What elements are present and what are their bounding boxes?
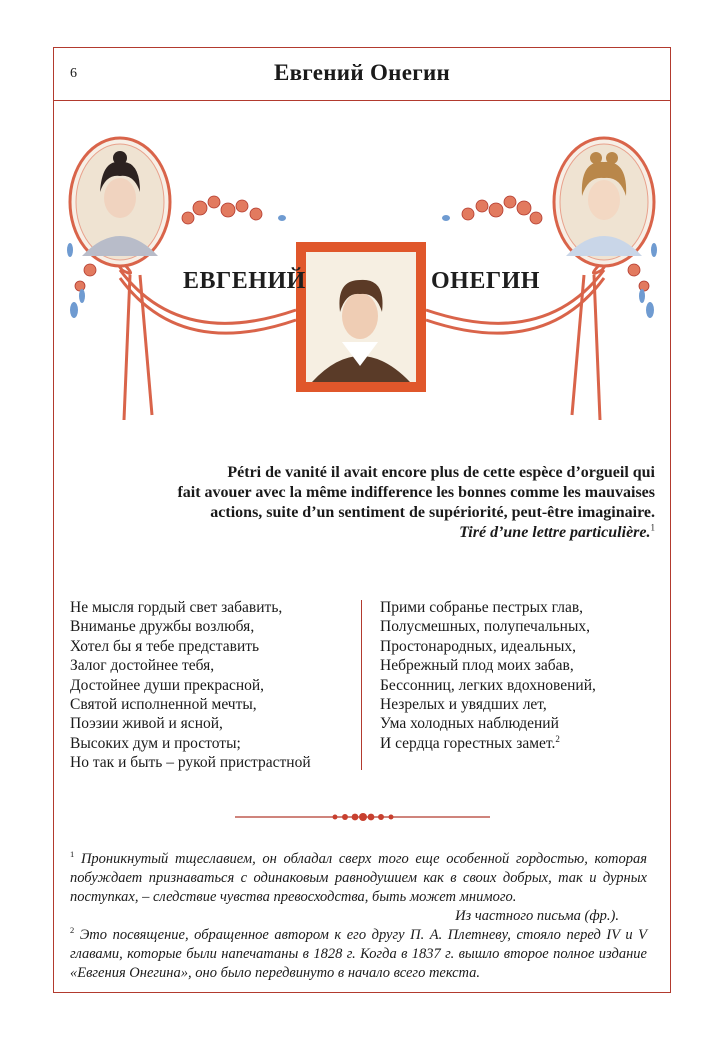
- verse-line: Бессонниц, легких вдохновений,: [380, 676, 596, 694]
- portrait-left-oval: [70, 138, 170, 266]
- verse-line: Вниманье дружбы возлюбя,: [70, 618, 255, 636]
- footnote-1-source: Из частного письма (фр.).: [455, 908, 619, 924]
- verse-line: Небрежный плод моих забав,: [380, 657, 574, 675]
- verse-line: Хотел бы я тебе представить: [70, 637, 260, 655]
- verse-line: Высоких дум и простоты;: [70, 734, 241, 752]
- verse-line: Достойнее души прекрасной,: [70, 676, 265, 694]
- portrait-right-oval: [554, 138, 654, 266]
- verse-line: Не мысля гордый свет забавить,: [70, 599, 283, 616]
- verse-line-last: [380, 734, 596, 753]
- verse-line: Прими собранье пестрых глав,: [380, 599, 584, 616]
- epigraph-line: fait avouer avec la même indifference les bonnes comme les mauvaises: [177, 484, 655, 501]
- portrait-center-frame: [296, 242, 426, 392]
- verse-line: Полусмешных, полупечальных,: [380, 618, 590, 636]
- verse-line: Святой исполненной мечты,: [70, 696, 257, 714]
- verse-line-text: И сердца горестных замет.: [380, 734, 556, 752]
- epigraph: [135, 463, 655, 543]
- verse-line: Ума холодных наблюдений: [380, 715, 559, 733]
- footnote-1: [70, 850, 647, 907]
- footnote-ref-1[interactable]: 1: [650, 522, 655, 533]
- verse-line: Залог достойнее тебя,: [70, 657, 215, 675]
- footnote-2: [70, 926, 647, 983]
- footnote-marker: 2: [70, 925, 75, 936]
- footnote-ref-2[interactable]: 2: [555, 733, 560, 744]
- verse-line: Но так и быть – рукой пристрастной: [70, 754, 311, 772]
- verse-divider: [361, 600, 362, 770]
- running-title: Евгений Онегин: [273, 60, 451, 85]
- epigraph-source: Tiré d’une lettre particulière.: [459, 524, 651, 541]
- epigraph-source-line: [135, 523, 655, 543]
- footnote-marker: 1: [70, 849, 75, 860]
- illustration-title-left: ЕВГЕНИЙ: [183, 268, 306, 294]
- verse-line: Поэзии живой и ясной,: [70, 715, 223, 733]
- ornamental-divider: [235, 810, 490, 824]
- verse-column-right: [380, 598, 596, 753]
- verse-line: Незрелых и увядших лет,: [380, 696, 547, 714]
- page-number: 6: [70, 66, 77, 81]
- header-rule: [53, 100, 671, 101]
- epigraph-line: actions, suite d’un sentiment de supériorité, peut-être imaginaire.: [210, 504, 655, 521]
- verse-line: Простонародных, идеальных,: [380, 637, 577, 655]
- epigraph-line: Pétri de vanité il avait encore plus de cette espèce d’orgueil qui: [227, 464, 655, 481]
- verse-column-left: [70, 598, 311, 773]
- footnote-text: Это посвящение, обращенное автором к его другу П. А. Плетневу, стояло перед IV и V главами, которые были напечатаны в 1828 г. Когда в 1837 г. вышло второе полное издание «Евгения Онегина», оно было передвинуто в начало всего текста.: [70, 927, 648, 981]
- title-illustration: [60, 120, 664, 420]
- illustration-title-right: ОНЕГИН: [431, 268, 540, 294]
- footnotes: [70, 850, 647, 983]
- footnote-text: Проникнутый тщеславием, он обладал сверх того еще особенной гордостью, которая побуждает признаваться с одинаковым равнодушием как в своих добрых, так и дурных поступках, – следствие чувства превосходства, быть может мнимого.: [70, 851, 647, 905]
